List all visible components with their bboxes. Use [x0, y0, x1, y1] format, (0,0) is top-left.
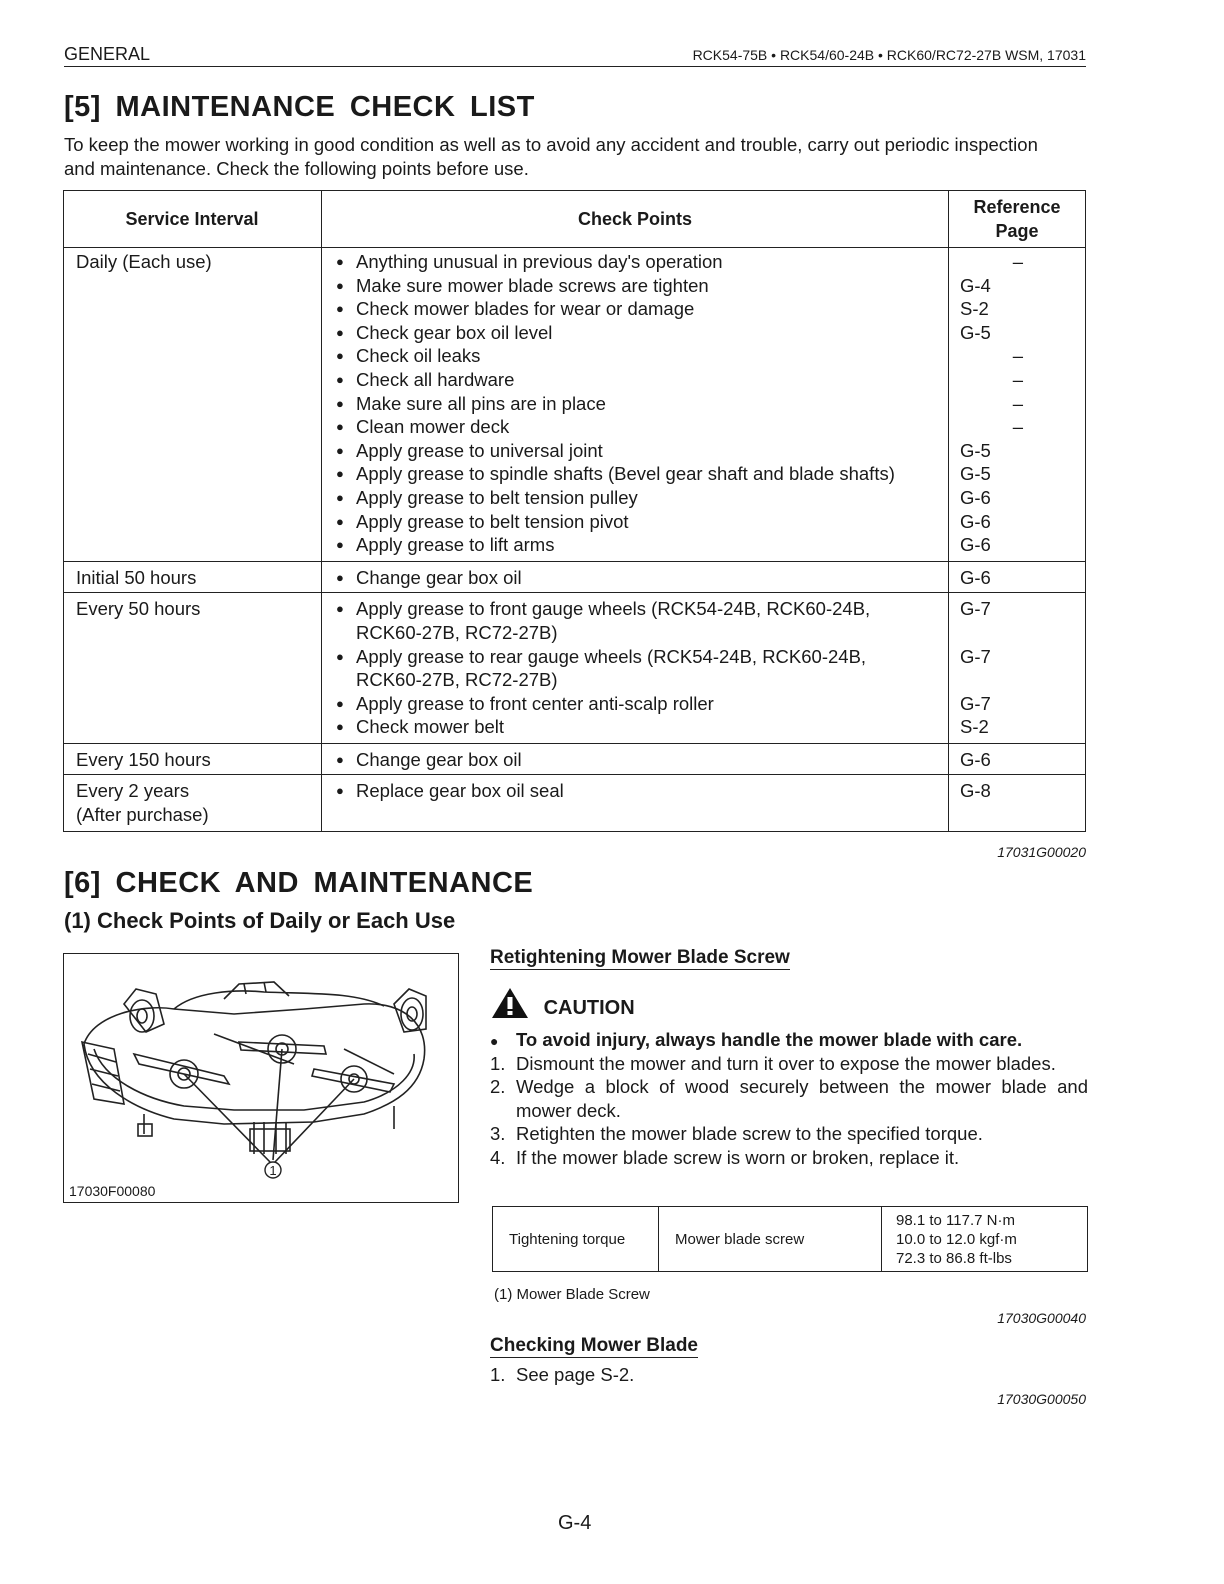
- page-number: G-4: [558, 1512, 592, 1534]
- checking-steps: [490, 1363, 1088, 1387]
- callout-1: [265, 1162, 281, 1178]
- interval-cell: Every 150 hours: [64, 743, 322, 775]
- section-6-subtitle: (1) Check Points of Daily or Each Use: [64, 908, 456, 933]
- check-point: ● Anything unusual in previous day's operation: [336, 250, 948, 274]
- col-header-points: Check Points: [322, 191, 949, 248]
- check-point: ● Apply grease to rear gauge wheels (RCK54-24B, RCK60-24B, RCK60-27B, RC72-27B): [336, 645, 948, 692]
- reference-page: G-6: [960, 510, 991, 532]
- step-item: 1. Dismount the mower and turn it over to expose the mower blades.: [490, 1052, 1056, 1074]
- reference-page: –: [1012, 416, 1023, 438]
- col-header-reference: [949, 191, 1086, 248]
- reference-page: –: [1012, 345, 1023, 367]
- points-cell: [322, 775, 949, 831]
- check-point: ● Replace gear box oil seal: [336, 779, 948, 803]
- retighten-code: 17030G00040: [997, 1310, 1086, 1326]
- reference-page: –: [1012, 392, 1023, 414]
- reference-cell: [949, 248, 1086, 562]
- step-text: If the mower blade screw is worn or broken, replace it.: [516, 1146, 960, 1168]
- check-point: ● Clean mower deck: [336, 415, 948, 439]
- step-item: 2. Wedge a block of wood securely between the mower blade and mower deck.: [490, 1076, 1088, 1121]
- torque-label: Tightening torque: [493, 1207, 659, 1272]
- step-item: 4. If the mower blade screw is worn or broken, replace it.: [490, 1146, 960, 1168]
- interval-cell: [64, 775, 322, 831]
- reference-page: G-4: [960, 274, 991, 296]
- callout-number: 1: [269, 1163, 277, 1178]
- torque-item: Mower blade screw: [659, 1207, 882, 1272]
- table-header-row: [64, 191, 1086, 248]
- reference-page: G-5: [960, 321, 991, 343]
- check-point: ● Check gear box oil level: [336, 321, 948, 345]
- step-item: 3. Retighten the mower blade screw to the specified torque.: [490, 1123, 983, 1145]
- figure-code: 17030F00080: [69, 1183, 156, 1199]
- step-text: See page S-2.: [516, 1364, 635, 1385]
- reference-page: G-8: [960, 780, 991, 802]
- reference-page: G-6: [960, 486, 991, 508]
- check-point: ● Check oil leaks: [336, 344, 948, 368]
- check-point: ● Make sure all pins are in place: [336, 392, 948, 416]
- points-cell: [322, 248, 949, 562]
- interval-cell: Initial 50 hours: [64, 561, 322, 593]
- reference-page: G-7: [960, 598, 991, 620]
- torque-value-ftlbs: 72.3 to 86.8 ft-lbs: [896, 1249, 1012, 1267]
- maintenance-table: [63, 190, 1086, 832]
- reference-cell: [949, 775, 1086, 831]
- table-row: [64, 775, 1086, 831]
- torque-table: [492, 1206, 1088, 1272]
- header-rule: [64, 66, 1086, 67]
- check-point: ● Apply grease to belt tension pulley: [336, 486, 948, 510]
- reference-page: G-7: [960, 692, 991, 714]
- table-row: [64, 743, 1086, 775]
- warning-triangle-icon: [490, 986, 530, 1020]
- bullet-icon: ●: [490, 1033, 499, 1049]
- caution-label-row: [490, 986, 635, 1020]
- table-row: [64, 248, 1086, 562]
- points-cell: [322, 561, 949, 593]
- check-point: ● Check mower blades for wear or damage: [336, 297, 948, 321]
- caution-label: CAUTION: [543, 997, 635, 1019]
- step-text: Dismount the mower and turn it over to expose the mower blades.: [516, 1052, 1056, 1074]
- torque-row: [493, 1207, 1088, 1272]
- table-row: [64, 593, 1086, 744]
- figure-legend: (1) Mower Blade Screw: [494, 1286, 650, 1303]
- caution-text: To avoid injury, always handle the mower blade with care.: [516, 1029, 1023, 1050]
- reference-page: G-6: [960, 748, 991, 770]
- reference-cell: [949, 743, 1086, 775]
- section-5-title: [5] MAINTENANCE CHECK LIST: [64, 91, 535, 123]
- points-cell: [322, 743, 949, 775]
- check-point: ● Apply grease to lift arms: [336, 533, 948, 557]
- running-header-section: GENERAL: [64, 44, 151, 64]
- reference-page: –: [1012, 368, 1023, 390]
- points-cell: [322, 593, 949, 744]
- interval-line: (After purchase): [76, 804, 209, 826]
- mower-deck-illustration: [64, 954, 458, 1202]
- reference-page: S-2: [960, 298, 989, 320]
- retighten-heading: Retightening Mower Blade Screw: [490, 947, 790, 968]
- check-point: ● Apply grease to front gauge wheels (RCK54-24B, RCK60-24B, RCK60-27B, RC72-27B): [336, 597, 948, 644]
- col-header-reference-text: Reference Page: [973, 197, 1061, 241]
- reference-page: G-5: [960, 439, 991, 461]
- check-point: ● Make sure mower blade screws are tighten: [336, 274, 948, 298]
- reference-page: S-2: [960, 716, 989, 738]
- interval-cell: Daily (Each use): [64, 248, 322, 562]
- reference-page: G-6: [960, 534, 991, 556]
- reference-page: G-7: [960, 645, 991, 667]
- step-item: 1. See page S-2.: [490, 1364, 635, 1385]
- checking-heading-wrap: [490, 1335, 698, 1357]
- reference-page: G-6: [960, 566, 991, 588]
- check-point: ● Apply grease to spindle shafts (Bevel gear shaft and blade shafts): [336, 462, 948, 486]
- check-point: ● Apply grease to front center anti-scalp roller: [336, 692, 948, 716]
- reference-page: G-5: [960, 463, 991, 485]
- check-point: ● Change gear box oil: [336, 566, 948, 590]
- section-5-intro: To keep the mower working in good condition as well as to avoid any accident and trouble, carry out periodic inspection and maintenance. Check the following points before use.: [64, 134, 1038, 179]
- step-text: Wedge a block of wood securely between the mower blade and mower deck.: [516, 1076, 1088, 1121]
- running-header-models: RCK54-75B • RCK54/60-24B • RCK60/RC72-27B WSM, 17031: [692, 47, 1086, 63]
- check-point: ● Change gear box oil: [336, 748, 948, 772]
- reference-cell: [949, 593, 1086, 744]
- check-point: ● Check all hardware: [336, 368, 948, 392]
- interval-cell: Every 50 hours: [64, 593, 322, 744]
- torque-value-kgfm: 10.0 to 12.0 kgf·m: [896, 1230, 1017, 1248]
- checking-heading: Checking Mower Blade: [490, 1335, 698, 1356]
- check-point: ● Apply grease to universal joint: [336, 439, 948, 463]
- table-row: [64, 561, 1086, 593]
- caution-bullet: [490, 1028, 1088, 1052]
- checking-code: 17030G00050: [997, 1391, 1086, 1407]
- torque-values: [882, 1207, 1088, 1272]
- retighten-heading-wrap: [490, 947, 790, 969]
- interval-line: Every 2 years: [76, 780, 190, 802]
- check-point: ● Check mower belt: [336, 715, 948, 739]
- col-header-interval: Service Interval: [64, 191, 322, 248]
- mower-deck-figure: [63, 953, 459, 1203]
- reference-page: –: [1012, 251, 1023, 272]
- reference-cell: [949, 561, 1086, 593]
- retighten-steps: [490, 1028, 1088, 1170]
- section-6-title: [6] CHECK AND MAINTENANCE: [64, 867, 534, 899]
- step-text: Retighten the mower blade screw to the specified torque.: [516, 1123, 983, 1145]
- torque-value-nm: 98.1 to 117.7 N·m: [896, 1211, 1015, 1229]
- check-point: ● Apply grease to belt tension pivot: [336, 510, 948, 534]
- section-5-code: 17031G00020: [997, 844, 1086, 860]
